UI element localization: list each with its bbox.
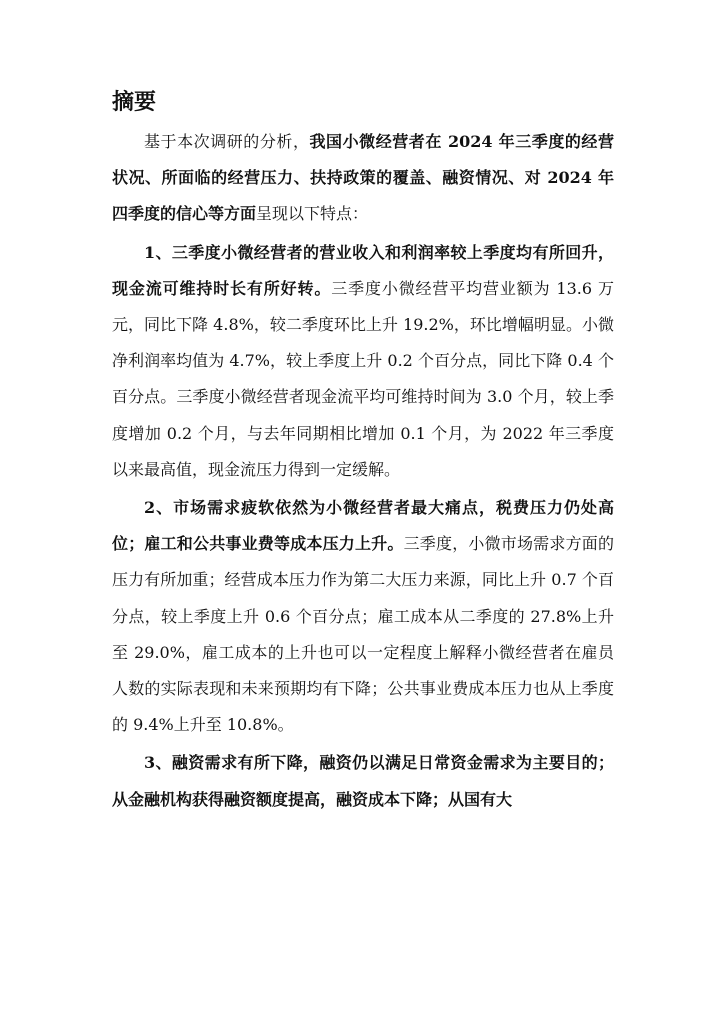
text-run: 三季度小微经营平均营业额为 13.6 万元，同比下降 4.8%，较二季度环比上升 19.2%，环比增幅明显。小微净利润率均值为 4.7%，较上季度上升 0.2 个百分点，同比下降 0.4 个百分点。三季度小微经营者现金流平均可维持时间为 3.0 个月，较上季度增加 0.2 个月，与去年同期相比增加 0.1 个月，为 2022 年三季度以来最高值，现金流压力得到一定缓解。 <box>112 278 614 479</box>
text-run: 基于本次调研的分析， <box>144 132 310 151</box>
text-run: 三季度，小微市场需求方面的压力有所加重；经营成本压力作为第二大压力来源，同比上升 0.7 个百分点，较上季度上升 0.6 个百分点；雇工成本从二季度的 27.8%上升至 29.0%，雇工成本的上升也可以一定程度上解释小微经营者在雇员人数的实际表现和未来预期均有下降；公共事业费成本压力也从上季度的 9.4%上升至 10.8%。 <box>112 534 614 735</box>
section-title: 摘要 <box>112 90 157 115</box>
text-run-bold: 1、三季度小微经营者的营业收入和利润率较上季度均有所回升，现金流可维持时长有所好转。 <box>112 242 614 298</box>
document-page <box>112 88 614 820</box>
text-run-bold: 3、融资需求有所下降，融资仍以满足日常资金需求为主要目的；从金融机构获得融资额度提高，融资成本下降；从国有大 <box>112 753 614 809</box>
text-run: 呈现以下特点： <box>256 204 369 224</box>
paragraph-point-1 <box>112 235 614 488</box>
paragraph-point-2 <box>112 490 614 743</box>
paragraph-point-3 <box>112 745 614 817</box>
text-run-bold: 2、市场需求疲软依然为小微经营者最大痛点，税费压力仍处高位；雇工和公共事业费等成本压力上升。 <box>112 498 614 554</box>
text-run-bold: 我国小微经营者在 2024 年三季度的经营状况、所面临的经营压力、扶持政策的覆盖、融资情况、对 2024 年四季度的信心等方面 <box>112 132 614 224</box>
paragraph-intro <box>112 124 614 233</box>
